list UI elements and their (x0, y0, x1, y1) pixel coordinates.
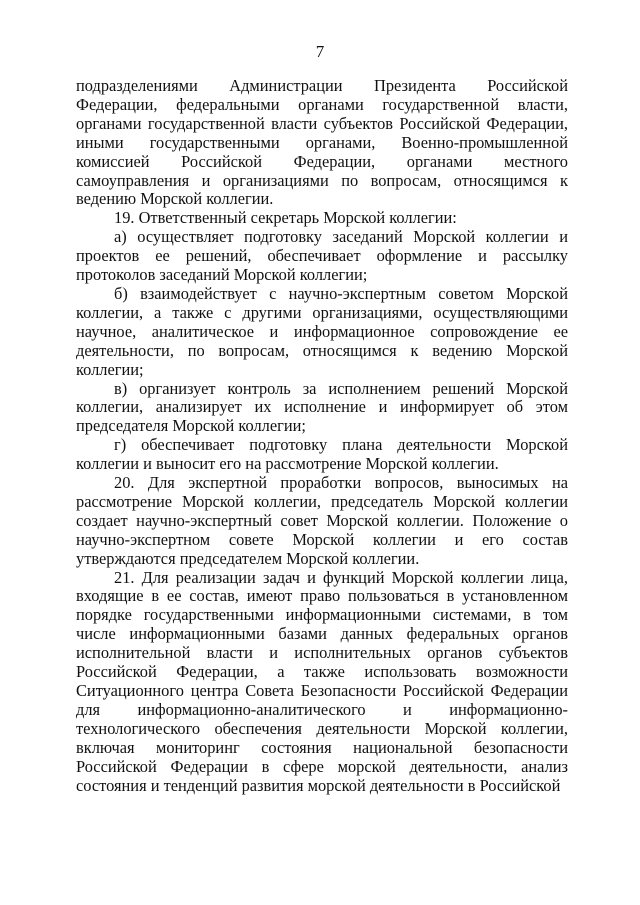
document-body (76, 77, 568, 795)
paragraph-continuation: подразделениями Администрации Президента Российской Федерации, федеральными органами государственной власти, органами государственной власти субъектов Российской Федерации, иными государственными органами, Военно-промышленной комиссией Российской Федерации, органами местного самоуправления и организациями по вопросам, относящимся к ведению Морской коллегии. (76, 76, 568, 209)
page-number: 7 (315, 42, 325, 61)
paragraph-19v: в) организует контроль за исполнением решений Морской коллегии, анализирует их исполнение и информирует об этом председателя Морской коллегии; (76, 378, 568, 436)
paragraph-19a: а) осуществляет подготовку заседаний Морской коллегии и проектов ее решений, обеспечивает оформление и рассылку протоколов заседаний Морской коллегии; (76, 227, 568, 285)
paragraph-19b: б) взаимодействует с научно-экспертным советом Морской коллегии, а также с другими организациями, осуществляющими научное, аналитическое и информационное сопровождение ее деятельности, по вопросам, относящимся к ведению Морской коллегии; (76, 283, 568, 379)
paragraph-21: 21. Для реализации задач и функций Морской коллегии лица, входящие в ее состав, имеют право пользоваться в установленном порядке государственными информационными системами, в том числе информационными базами данных федеральных органов исполнительной власти и исполнительных органов субъектов Российской Федерации, а также использовать возможности Ситуационного центра Совета Безопасности Российской Федерации для информационно-аналитического и информационно-технологического обеспечения деятельности Морской коллегии, включая мониторинг состояния национальной безопасности Российской Федерации в сфере морской деятельности, анализ состояния и тенденций развития морской деятельности в Российской (76, 567, 568, 795)
paragraph-19g: г) обеспечивает подготовку плана деятельности Морской коллегии и выносит его на рассмотрение Морской коллегии. (76, 435, 568, 474)
paragraph-19-heading: 19. Ответственный секретарь Морской коллегии: (114, 208, 457, 228)
paragraph-20: 20. Для экспертной проработки вопросов, выносимых на рассмотрение Морской коллегии, председатель Морской коллегии создает научно-экспертный совет Морской коллегии. Положение о научно-экспертном совете Морской коллегии и его состав утверждаются председателем Морской коллегии. (76, 473, 568, 568)
